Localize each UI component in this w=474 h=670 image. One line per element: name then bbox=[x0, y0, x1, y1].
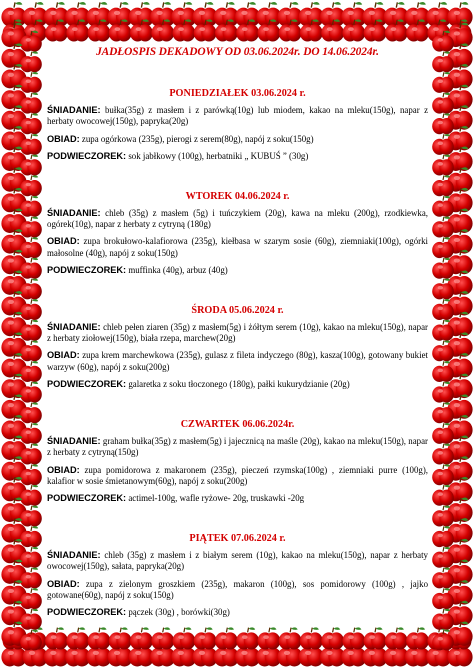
menu-content bbox=[47, 40, 428, 625]
apple-icon bbox=[258, 627, 281, 649]
breakfast-tuesday: ŚNIADANIE: chleb (35g) z masłem (5g) i tuńczykiem (20g), kawa na mleku (200g), rzodkiewka, ogórek(10g), napar z herbaty z cytryną (180g) bbox=[47, 207, 429, 230]
lunch-label: OBIAD: bbox=[47, 133, 80, 144]
day-heading-thursday: CZWARTEK 06.06.2024r. bbox=[180, 418, 295, 430]
day-heading-tuesday: WTOREK 04.06.2024 r. bbox=[185, 190, 290, 202]
lunch-monday: OBIAD: zupa ogórkowa (235g), pierogi z serem(80g), napój z soku(150g) bbox=[47, 133, 314, 144]
apple-icon bbox=[151, 627, 174, 649]
apple-icon bbox=[194, 627, 217, 649]
apple-icon bbox=[364, 627, 387, 649]
lunch-wednesday: OBIAD: zupa krem marchewkowa (235g), gulasz z fileta indyczego (80g), kasza(100g), gotowany bukiet warzyw (60g), napój z soku(200g) bbox=[47, 350, 428, 372]
breakfast-label: ŚNIADANIE: bbox=[47, 105, 101, 115]
apple-icon bbox=[66, 627, 89, 649]
apple-icon bbox=[173, 627, 196, 649]
apple-icon bbox=[279, 627, 302, 649]
snack-label: PODWIECZOREK: bbox=[47, 379, 127, 390]
page-title: JADŁOSPIS DEKADOWY OD 03.06.2024r. DO 14.06.2024r. bbox=[96, 46, 379, 58]
breakfast-monday: ŚNIADANIE: bułka(35g) z masłem i z parówką(10g) lub miodem, kakao na mleku(150g), napar z herbaty owocowej(150g), papryka(20g) bbox=[47, 105, 429, 127]
apple-icon bbox=[406, 627, 429, 649]
apple-icon bbox=[342, 627, 365, 649]
apple-icon bbox=[385, 627, 408, 649]
apple-icon bbox=[321, 627, 344, 649]
breakfast-label: ŚNIADANIE: bbox=[47, 321, 101, 332]
breakfast-label: ŚNIADANIE: bbox=[47, 435, 101, 446]
snack-label: PODWIECZOREK: bbox=[47, 265, 127, 276]
day-heading-monday: PONIEDZIAŁEK 03.06.2024 r. bbox=[169, 88, 306, 99]
breakfast-wednesday: ŚNIADANIE: chleb pełen ziaren (35g) z masłem(5g) i żółtym serem (10g), kakao na mleku(150g), napar z herbaty ziołowej(150g), biała rzepa, marchew(20g) bbox=[47, 321, 428, 344]
apple-icon bbox=[45, 627, 68, 649]
lunch-label: OBIAD: bbox=[47, 464, 80, 475]
breakfast-friday: ŚNIADANIE: chleb (35g) z masłem i z białym serem (10g), kakao na mleku(150g), napar z herbaty owocowej(150g), sałata, papryka(20g) bbox=[47, 549, 428, 572]
snack-label: PODWIECZOREK: bbox=[47, 607, 127, 618]
snack-monday: PODWIECZOREK: sok jabłkowy (100g), herbatniki „ KUBUŚ ” (30g) bbox=[47, 151, 309, 162]
snack-thursday: PODWIECZOREK: actimel-100g, wafle ryżowe- 20g, truskawki -20g bbox=[47, 493, 305, 504]
lunch-tuesday: OBIAD: zupa brokułowo-kalafiorowa (235g), kiełbasa w szarym sosie (60g), ziemniaki(100g), ogórki małosolne (40g), napój z soku(150g) bbox=[47, 236, 429, 258]
breakfast-thursday: ŚNIADANIE: graham bułka(35g) z masłem(5g) i jajecznicą na maśle (20g), kakao na mleku(150g), napar z herbaty z cytryną(150g) bbox=[47, 435, 429, 458]
snack-tuesday: PODWIECZOREK: muffinka (40g), arbuz (40g) bbox=[47, 265, 228, 276]
snack-label: PODWIECZOREK: bbox=[47, 151, 127, 162]
snack-wednesday: PODWIECZOREK: galaretka z soku tłoczonego (180g), pałki kukurydzianie (20g) bbox=[47, 379, 350, 390]
apple-icon bbox=[130, 627, 153, 649]
lunch-friday: OBIAD: zupa z zielonym groszkiem (235g), makaron (100g), sos pomidorowy (100g) , jajko gotowane(60g), napój z soku(150g) bbox=[47, 578, 429, 600]
apple-icon bbox=[88, 627, 111, 649]
day-heading-friday: PIĄTEK 07.06.2024 r. bbox=[189, 532, 286, 544]
lunch-thursday: OBIAD: zupa pomidorowa z makaronem (235g), pieczeń rzymska(100g) , ziemniaki purre (100g), kalafior w sosie śmietanowym(60g), napój z soku(200g) bbox=[47, 464, 429, 486]
snack-friday: PODWIECZOREK: pączek (30g) , borówki(30g) bbox=[47, 607, 230, 618]
breakfast-label: ŚNIADANIE: bbox=[47, 549, 101, 560]
day-heading-wednesday: ŚRODA 05.06.2024 r. bbox=[191, 304, 284, 316]
lunch-label: OBIAD: bbox=[47, 350, 80, 361]
apple-icon bbox=[236, 627, 259, 649]
breakfast-label: ŚNIADANIE: bbox=[47, 207, 101, 218]
apple-icon bbox=[109, 627, 132, 649]
lunch-label: OBIAD: bbox=[47, 578, 80, 589]
apple-icon bbox=[300, 627, 323, 649]
apple-icon bbox=[215, 627, 238, 649]
snack-label: PODWIECZOREK: bbox=[47, 493, 127, 504]
lunch-label: OBIAD: bbox=[47, 236, 80, 247]
